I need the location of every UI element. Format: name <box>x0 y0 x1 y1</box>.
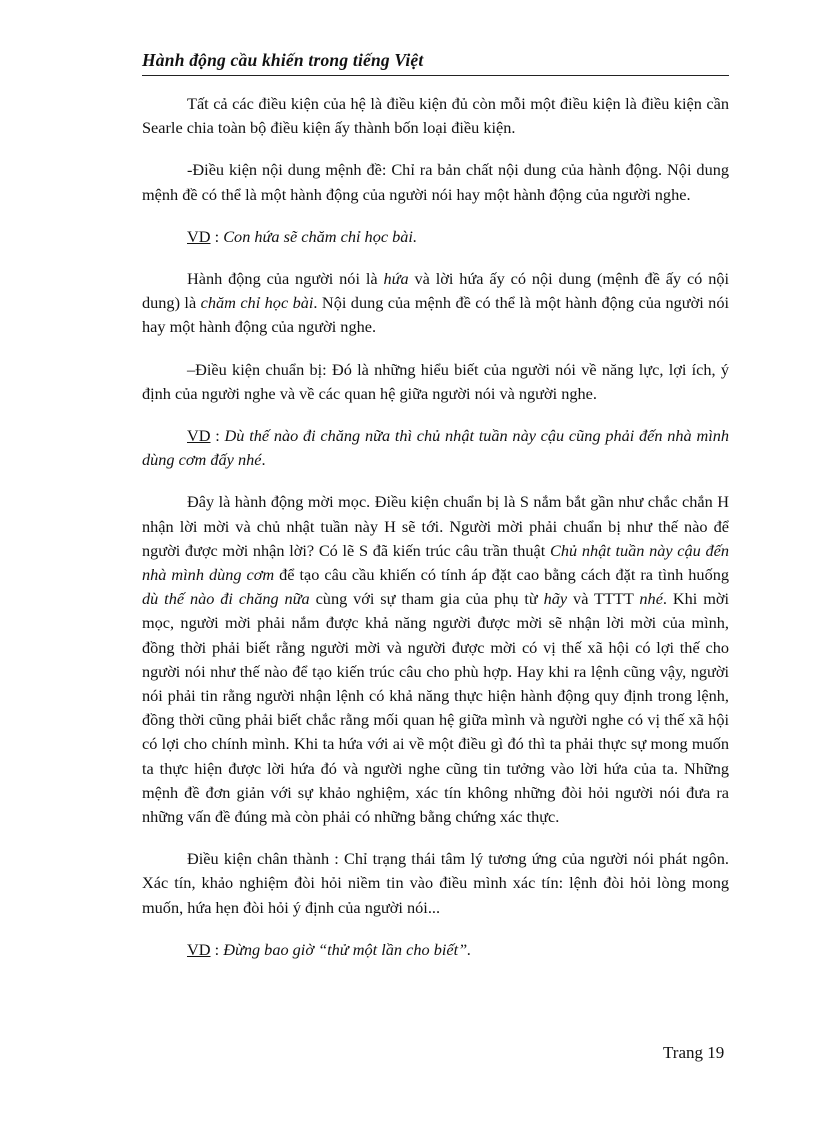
page-number: Trang 19 <box>663 1043 725 1062</box>
running-header: Hành động cầu khiến trong tiếng Việt <box>142 50 424 70</box>
italic-term: nhé <box>639 589 663 609</box>
paragraph-intro: Tất cả các điều kiện của hệ là điều kiện đủ còn mỗi một điều kiện là điều kiện cần Searle chia toàn bộ điều kiện ấy thành bốn loại điều kiện. <box>142 94 729 138</box>
example-text: Dù thế nào đi chăng nữa thì chủ nhật tuần này cậu cũng phải đến nhà mình dùng cơm đấy nhé <box>142 426 730 470</box>
example-1 <box>142 225 729 249</box>
example-label: VD <box>187 939 211 959</box>
text-segment: để tạo câu cầu khiến có tính áp đặt cao bằng cách đặt ra tình huống <box>274 565 729 585</box>
page-body <box>142 92 729 962</box>
example-label: VD <box>187 426 211 446</box>
text-segment: . Khi mời mọc, người mời phải nắm được khả năng người được mời sẽ nhận lời mời của mình, đồng thời phải biết rằng người mời và người được mời có vị thế xã hội có lợi thế cho người nói như thế nào để tạo kiến trúc câu cho phù hợp. Hay khi ra lệnh cũng vậy, người nói phải tin rằng người nhận lệnh có khả năng thực hiện hành động quy định trong lệnh, đồng thời cũng phải biết chắc rằng mối quan hệ giữa mình và người nghe có vị thế xã hội có lợi cho chính mình. Khi ta hứa với ai về một điều gì đó thì ta phải thực sự mong muốn ta thực hiện được lời hứa đó và người nghe cũng tin tưởng vào lời hứa của ta. Những mệnh đề đơn giản với sự khảo nghiệm, xác tín không những đòi hỏi người nói đưa ra những vấn đề đúng mà còn phải có những bằng chứng xác thực. <box>142 589 730 827</box>
paragraph-invitation-analysis <box>142 490 729 829</box>
text-segment: cùng với sự tham gia của phụ từ <box>309 589 544 609</box>
text-segment: và TTTT <box>567 589 640 609</box>
paragraph-promise-explanation <box>142 267 729 340</box>
example-2 <box>142 424 729 472</box>
paragraph-content-condition: -Điều kiện nội dung mệnh đề: Chỉ ra bản chất nội dung của hành động. Nội dung mệnh đề có thể là một hành động của người nói hay một hành động của người nghe. <box>142 160 729 204</box>
text-segment: và lời hứa ấy có nội dung (mệnh đề ấy có nội dung) là <box>142 269 729 313</box>
text-segment: . Nội dung của mệnh đề có thể là một hành động của người nói hay một hành động của người nghe. <box>142 293 729 337</box>
example-3 <box>142 938 729 962</box>
example-text: Đừng bao giờ “thử một lần cho biết”. <box>223 939 472 959</box>
example-separator: : <box>210 939 224 959</box>
paragraph-sincerity-condition: Điều kiện chân thành : Chỉ trạng thái tâm lý tương ứng của người nói phát ngôn. Xác tín, khảo nghiệm đòi hỏi niềm tin vào điều mình xác tín: lệnh đòi hỏi lòng mong muốn, hứa hẹn đòi hỏi ý định của người nói... <box>142 849 729 917</box>
italic-term: Chủ nhật tuần này cậu đến nhà mình dùng cơm <box>142 540 730 585</box>
text-segment: Hành động của người nói là <box>187 269 384 289</box>
italic-term: dù thế nào đi chăng nữa <box>142 589 310 609</box>
italic-term: chăm chỉ học bài <box>200 293 314 313</box>
text-segment: Đây là hành động mời mọc. Điều kiện chuẩn bị là S nắm bắt gần như chắc chắn H nhận lời mời và chủ nhật tuần này H sẽ tới. Người mời phải chuẩn bị như thế nào để người được mời nhận lời? Có lẽ S đã kiến trúc câu trần thuật <box>142 492 729 560</box>
paragraph-preparatory-condition: –Điều kiện chuẩn bị: Đó là những hiểu biết của người nói về năng lực, lợi ích, ý định của người nghe và về các quan hệ giữa người nói và người nghe. <box>142 359 729 403</box>
header-divider <box>142 75 729 76</box>
example-end: . <box>261 450 266 470</box>
example-separator: : <box>210 226 224 246</box>
italic-term: hãy <box>543 589 568 609</box>
italic-term: hứa <box>383 269 409 289</box>
example-separator: : <box>210 426 225 446</box>
example-text: Con hứa sẽ chăm chỉ học bài. <box>223 226 418 246</box>
example-label: VD <box>187 226 211 246</box>
